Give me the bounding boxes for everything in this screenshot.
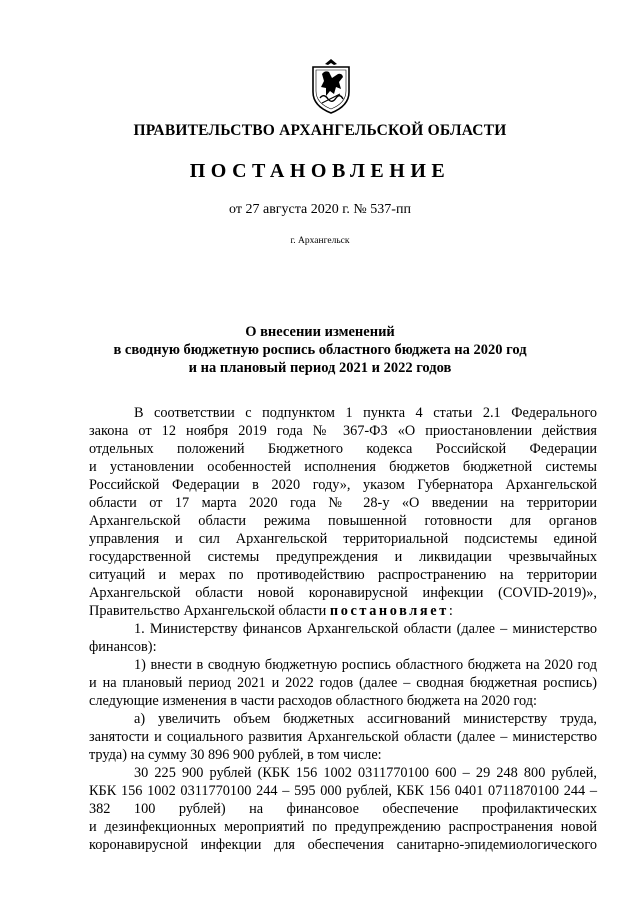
paragraph-line: и дезинфекционных мероприятий по предупреждению распространения новой	[89, 819, 597, 835]
document-title-line: О внесении изменений	[245, 324, 395, 340]
resolves-word: постановляет	[329, 603, 449, 619]
paragraph-line: и установлении особенностей исполнения бюджетов бюджетной системы	[89, 459, 597, 475]
paragraph-line: финансов):	[89, 639, 157, 655]
paragraph-line: Правительство Архангельской области	[89, 603, 327, 619]
coat-of-arms-icon	[310, 58, 352, 114]
resolves-line	[89, 602, 597, 620]
paragraph-line: Российской Федерации в 2020 году», указом Губернатора Архангельской	[89, 477, 597, 493]
paragraph-line: а) увеличить объем бюджетных ассигнований министерству труда,	[134, 711, 597, 727]
paragraph-line: 30 225 900 рублей (КБК 156 1002 0311770100 600 – 29 248 800 рублей,	[134, 765, 597, 781]
paragraph-line: отдельных положений Бюджетного кодекса Российской Федерации	[89, 441, 597, 457]
paragraph-line: управления и сил Архангельской территориальной подсистемы единой	[89, 531, 597, 547]
paragraph-line: КБК 156 1002 0311770100 244 – 595 000 рублей, КБК 156 0401 0711870100 244 –	[89, 783, 597, 799]
government-name: ПРАВИТЕЛЬСТВО АРХАНГЕЛЬСКОЙ ОБЛАСТИ	[133, 122, 507, 139]
paragraph-line: коронавирусной инфекции для обеспечения санитарно-эпидемиологического	[89, 837, 597, 853]
paragraph-line: Архангельской области новой коронавирусной инфекции (COVID-2019)»,	[89, 585, 597, 601]
document-title-line: и на плановый период 2021 и 2022 годов	[188, 360, 452, 376]
paragraph-line: труда) на сумму 30 896 900 рублей, в том числе:	[89, 747, 382, 763]
document-title-line: в сводную бюджетную роспись областного бюджета на 2020 год	[113, 342, 527, 358]
paragraph-line: государственной системы предупреждения и ликвидации чрезвычайных	[89, 549, 597, 565]
paragraph-line: В соответствии с подпунктом 1 пункта 4 статьи 2.1 Федерального	[134, 405, 597, 421]
paragraph-line: области от 17 марта 2020 года № 28-у «О введении на территории	[89, 495, 597, 511]
paragraph-line: Архангельской области режима повышенной готовности для органов	[89, 513, 597, 529]
resolves-suffix: :	[448, 603, 453, 619]
paragraph-line: 382 100 рублей) на финансовое обеспечение профилактических	[89, 801, 597, 817]
paragraph-line: следующие изменения в части расходов областного бюджета на 2020 год:	[89, 693, 537, 709]
paragraph-line: и на плановый период 2021 и 2022 годов (далее – сводная бюджетная роспись)	[89, 675, 597, 691]
paragraph-line: занятости и социального развития Архангельской области (далее – министерство	[89, 729, 597, 745]
paragraph-line: закона от 12 ноября 2019 года № 367-ФЗ «О приостановлении действия	[89, 423, 597, 439]
paragraph-line: ситуаций и мерах по противодействию распространению на территории	[89, 567, 597, 583]
paragraph-line: 1. Министерству финансов Архангельской области (далее – министерство	[134, 621, 597, 637]
document-type: ПОСТАНОВЛЕНИЕ	[189, 160, 451, 182]
document-city: г. Архангельск	[290, 236, 350, 246]
document-date-number: от 27 августа 2020 г. № 537-пп	[229, 202, 411, 217]
paragraph-line: 1) внести в сводную бюджетную роспись областного бюджета на 2020 год	[134, 657, 597, 673]
